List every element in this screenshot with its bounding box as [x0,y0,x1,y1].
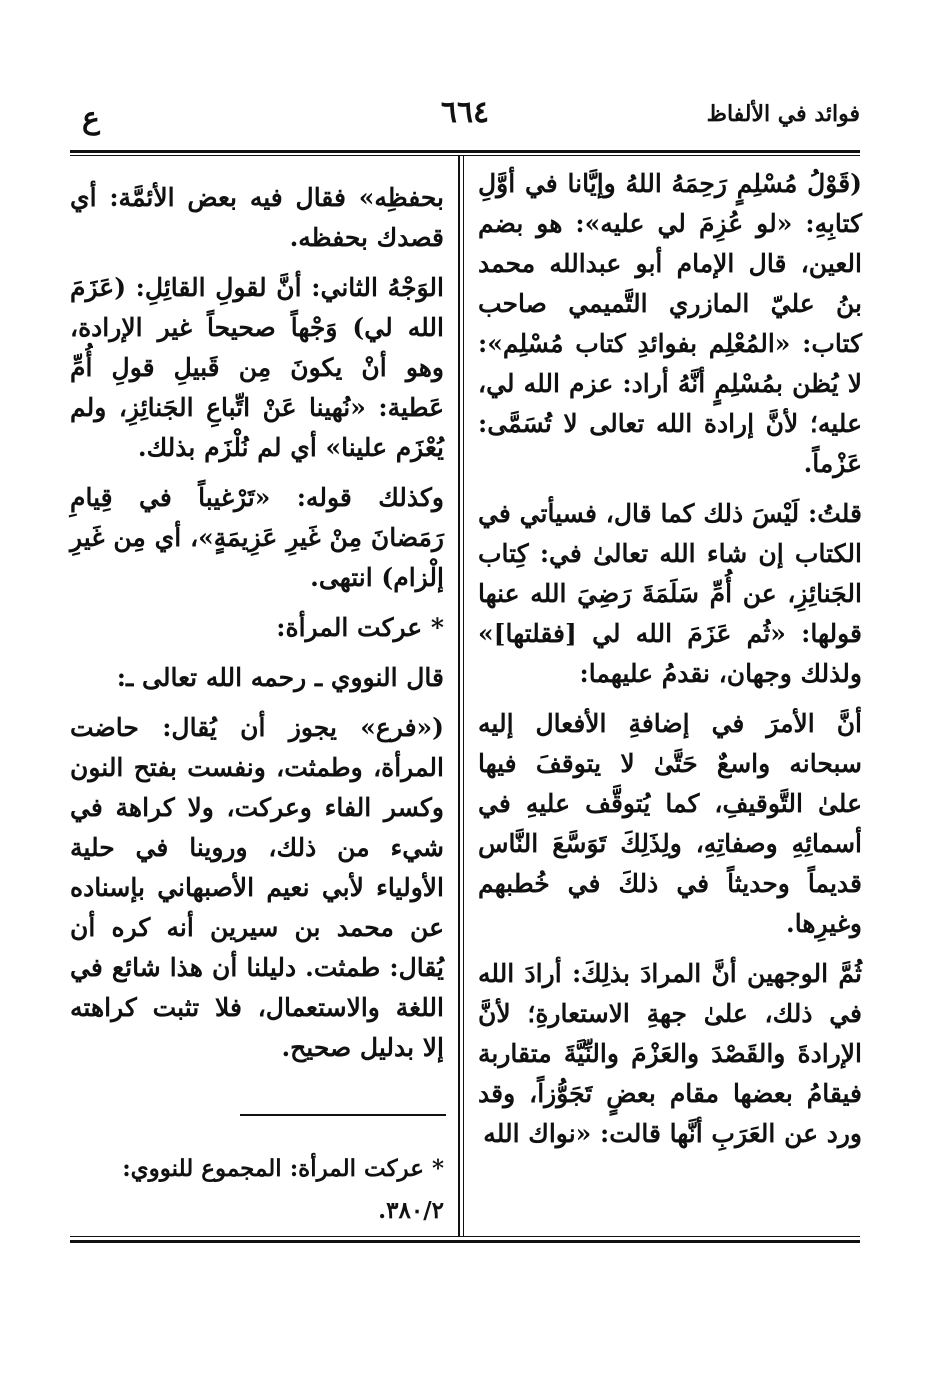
right-paragraph: ثُمَّ الوجهين أنَّ المرادَ بذلِكَ: أرادَ الله في ذلك، علىٰ جهةِ الاستعارةِ؛ لأنَّ الإرادةَ والقَصْدَ والعَزْمَ والنِّيَّةَ متقاربة فيقامُ بعضها مقام بعضٍ تَجَوُّزاً، وقد ورد عن العَرَبِ أنَّها قالت: «نواك الله [478,959,862,1148]
left-paragraph: («فرع» يجوز أن يُقال: حاضت المرأة، وطمثت، ونفست بفتح النون وكسر الفاء وعركت، ولا كراهة في شيء من ذلك، وروينا في حلية الأولياء لأبي نعيم الأصبهاني بإسناده عن محمد بن سيرين أنه كره أن يُقال: طمثت. دليلنا أن هذا شائع في اللغة والاستعمال، فلا تثبت كراهته إلا بدليل صحيح. [70,713,444,1062]
entry-heading: * عركت المرأة: [276,613,444,642]
section-letter: ع [82,101,100,136]
left-paragraph: بحفظِه» فقال فيه بعض الأئمَّة: أي قصدك بحفظه. [70,183,444,252]
page-number: ٦٦٤ [440,95,490,130]
header-rule-top [70,150,860,153]
header-rule-bottom [70,155,860,156]
running-title: فوائد في الألفاظ [706,101,860,127]
right-paragraph: قلتُ: لَيْسَ ذلك كما قال، فسيأتي في الكتاب إن شاء الله تعالىٰ في: كِتاب الجَنائِزِ، عن أُمِّ سَلَمَةَ رَضِيَ الله عنها قولها: «ثُم عَزَمَ الله لي [فقلتها]» ولذلك وجهان، نقدمُ عليهما: [478,499,862,688]
right-paragraph: أنَّ الأمرَ في إضافةِ الأفعال إليه سبحانه واسعٌ حَتَّىٰ لا يتوقفَ فيها علىٰ التَّوقيفِ، كما يُتوقَّف عليهِ في أسمائِهِ وصفاتِهِ، ولِذَلِكَ تَوَسَّعَ النَّاس قديماً وحديثاً في ذلكَ في خُطبهم وغيرِها. [478,709,862,938]
right-paragraph: (قَوْلُ مُسْلِمٍ رَحِمَهُ اللهُ وإيَّانا في أوَّلِ كتابِهِ: «لو عُزِمَ لي عليه»: هو بضم العين، قال الإمام أبو عبدالله محمد بنُ عليّ المازري التَّميمي صاحب كتاب: «المُعْلِم بفوائدِ كتاب مُسْلِم»: لا يُظن بمُسْلِمٍ أنَّهُ أراد: عزم الله لي، عليه؛ لأنَّ إرادة الله تعالى لا تُسَمَّى: عَزْماً. [478,169,862,478]
page-header [70,95,860,145]
footnote-rule [240,1114,446,1116]
left-column [70,178,444,1078]
footnote: * عركت المرأة: المجموع للنووي: ٣٨٠/٢. [122,1155,444,1224]
left-paragraph: الوَجْهُ الثاني: أنَّ لقولِ القائِلِ: (عَزَمَ الله لي) وَجْهاً صحيحاً غير الإرادة، وهو أنْ يكونَ مِن قَبيلِ قولِ أُمِّ عَطية: «نُهينا عَنْ اتِّباعِ الجَنائِزِ، ولم يُعْزَم علينا» أي لم نُلْزَم بذلك. [70,273,444,462]
quote-intro: قال النووي ـ رحمه الله تعالى ـ: [116,663,444,692]
footer-rule-top [70,1236,860,1237]
right-column [478,164,862,1164]
left-paragraph: وكذلك قوله: «تَرْغيباً في قِيامِ رَمَضانَ مِنْ غَيرِ عَزِيمَةٍ»، أي مِن غَيرِ إلْزام) انتهى. [70,483,444,592]
footer-rule-bottom [70,1240,860,1243]
column-divider [458,156,460,1236]
column-divider-inner [463,156,464,1236]
